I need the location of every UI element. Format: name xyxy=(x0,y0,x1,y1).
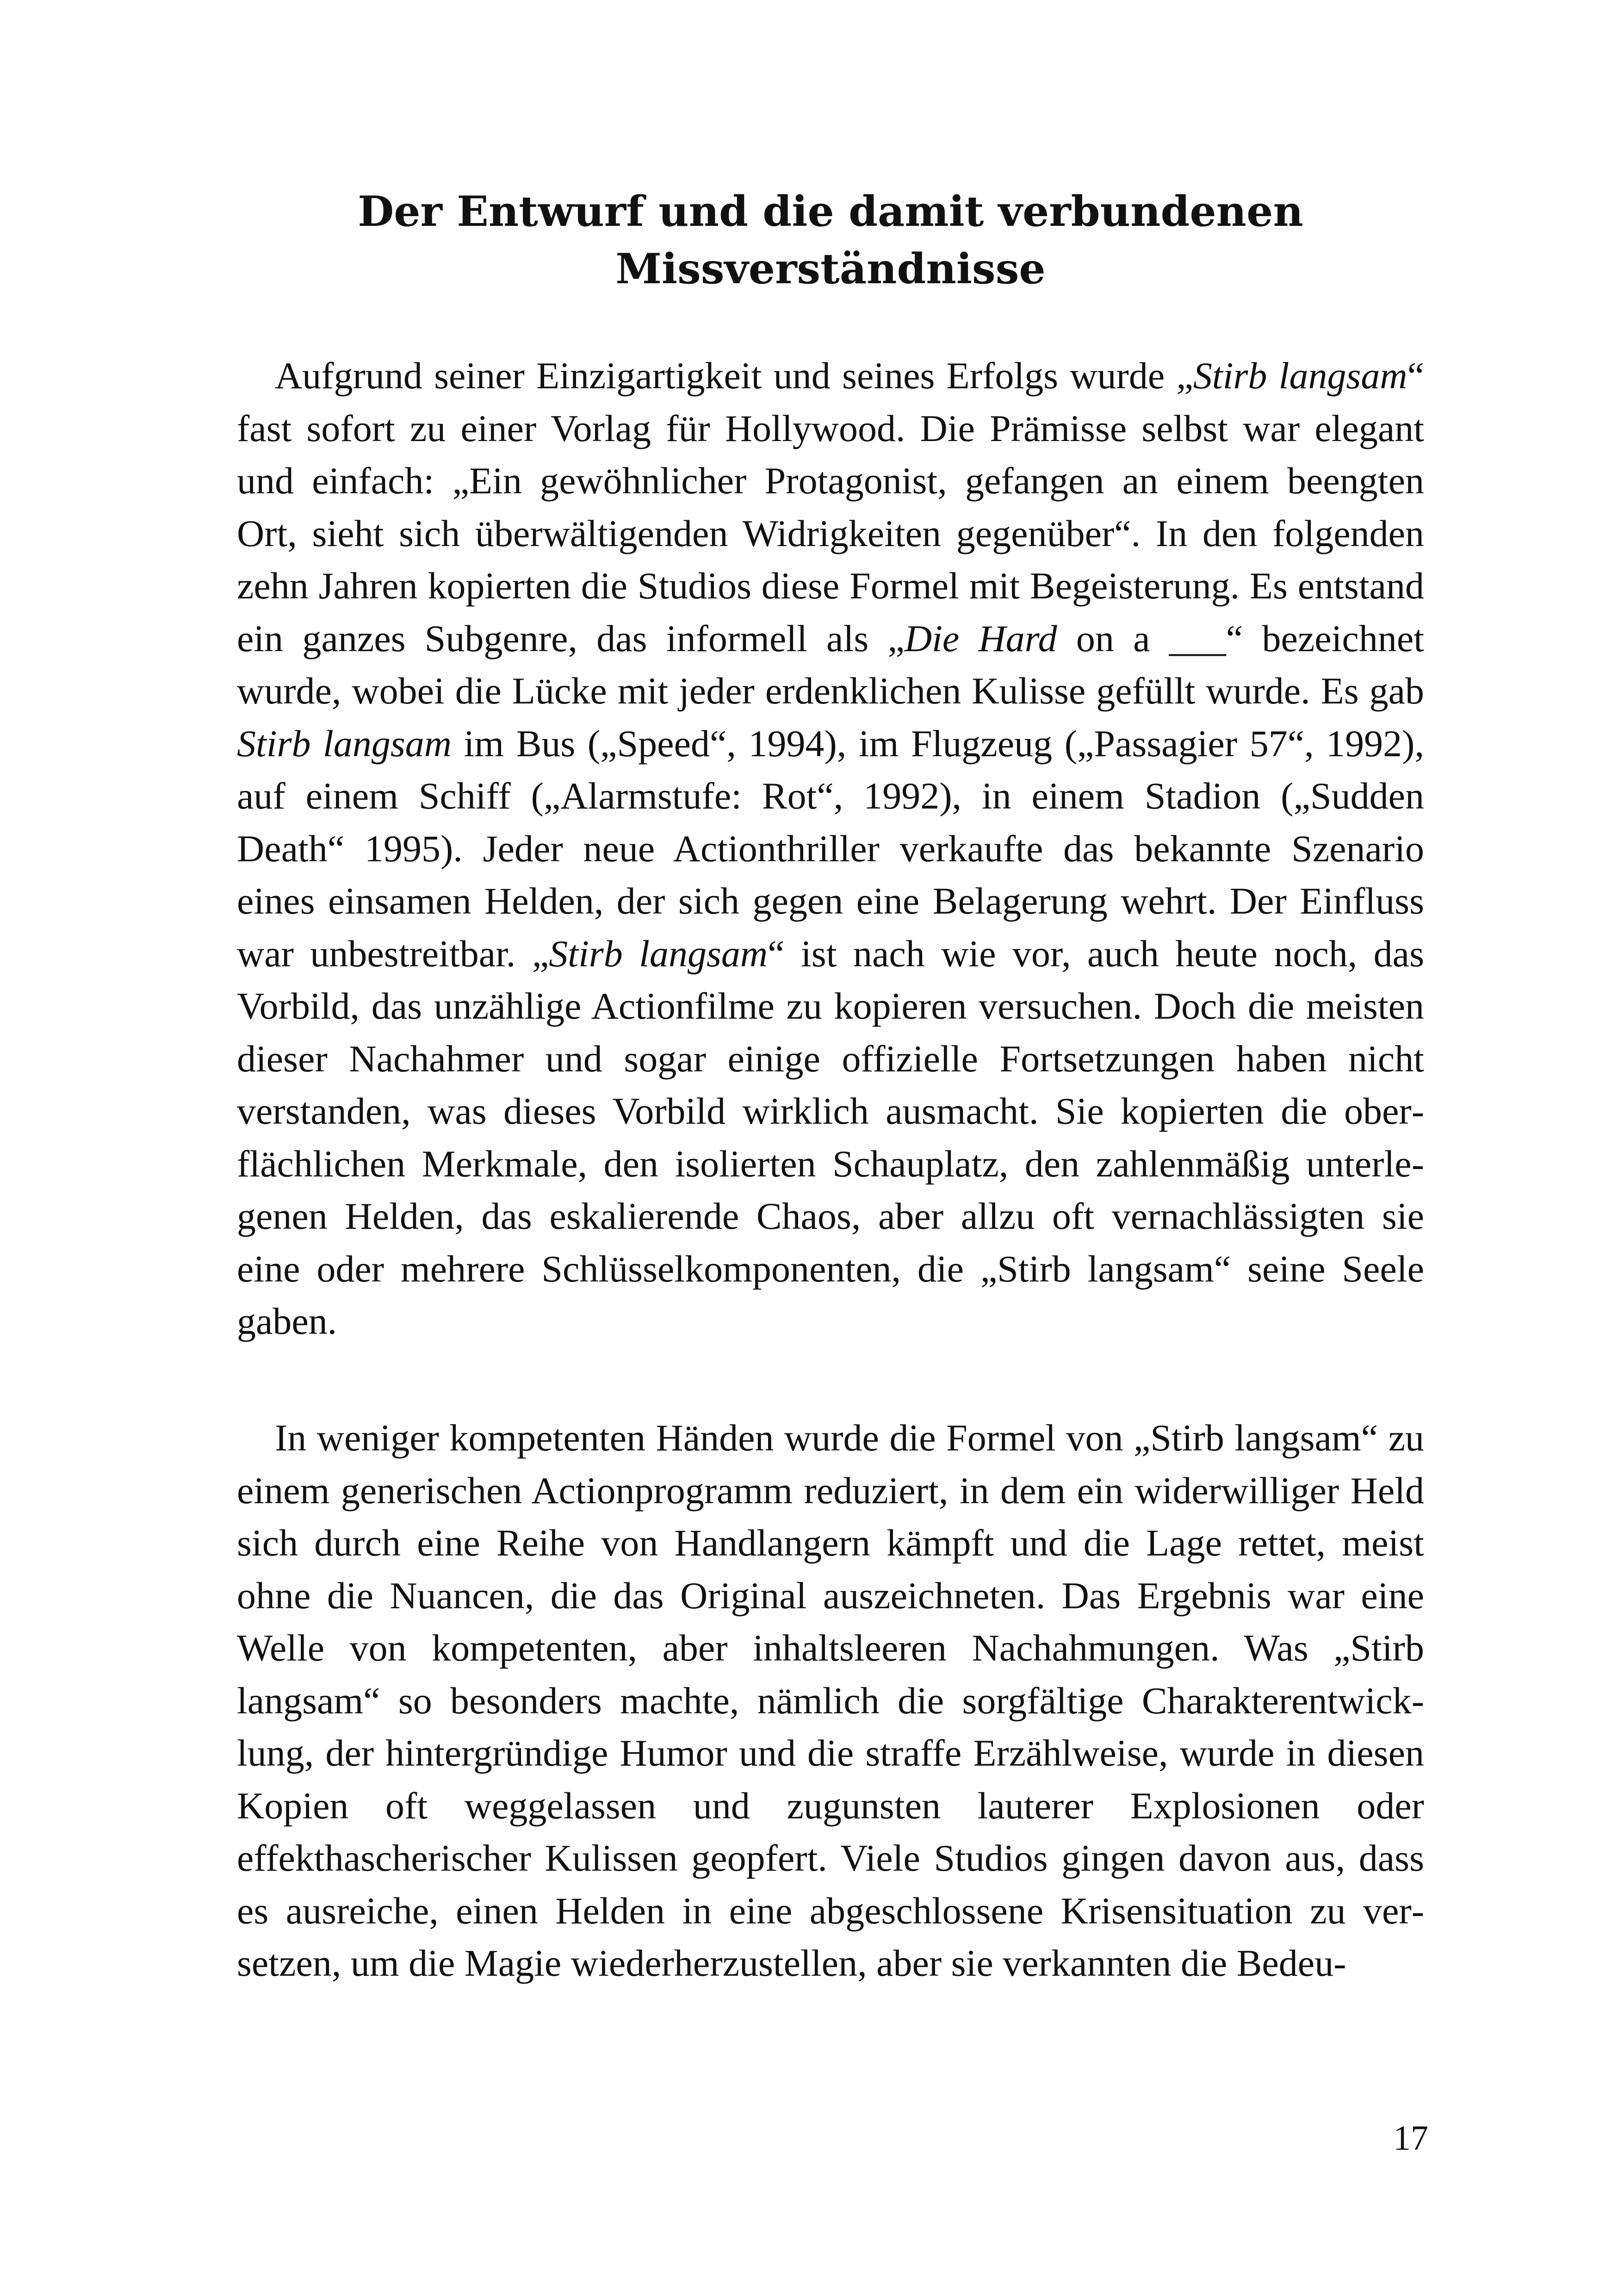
paragraph-2: In weniger kompetenten Händen wurde die Formel von „Stirb langsam“ zu einem generischen Actionprogramm reduziert, in dem ein widerwilliger Held sich durch eine Reihe von Handlangern kämpft und die Lage rettet, meist ohne die Nuancen, die das Original auszeichneten. Das Ergebnis war eine Welle von kompetenten, aber inhaltsleeren Nachahmungen. Was „Stirb langsam“ so besonders machte, nämlich die sorgfältige Charakterentwicklung, der hintergründige Humor und die straffe Erzählweise, wurde in diesen Kopien oft weggelassen und zugunsten lauterer Explosionen oder effekthascherischer Kulissen geopfert. Viele Studios gingen davon aus, dass es ausreiche, einen Helden in eine abgeschlossene Krisensituation zu versetzen, um die Magie wiederherzustellen, aber sie verkannten die Bedeu- xyxy=(237,1417,1424,1984)
paragraph-1-run: on a ___“ bezeichnet wurde, wobei die Lücke mit jeder erdenklichen Kulisse gefüllt wurde. Es gab xyxy=(237,617,1424,712)
paragraph-1-run: “ fast sofort zu einer Vorlag für Hollywood. Die Prämisse selbst war elegant und einfach: „Ein gewöhnlicher Protagonist, gefangen an einem beengten Ort, sieht sich überwältigenden Widrigkeiten gegenüber“. In den folgenden zehn Jahren kopierten die Studios diese Formel mit Begeisterung. Es entstand ein ganzes Subgenre, das informell als „ xyxy=(237,355,1424,660)
paragraph-1-run-italic: Die Hard xyxy=(904,617,1057,660)
paragraph-1-run-italic: Stirb langsam xyxy=(1193,355,1407,397)
paragraph-1-run: Aufgrund seiner Einzigartigkeit und seines Erfolgs wurde „ xyxy=(275,355,1193,397)
paragraph-1 xyxy=(237,349,1424,1348)
paragraph-1-run: im Bus („Speed“, 1994), im Flugzeug („Passagier 57“, 1992), auf einem Schiff („Alarmstufe: Rot“, 1992), in einem Stadion („Sudden Death“ 1995). Jeder neue Actionthriller verkaufte das bekannte Szenario eines einsamen Helden, der sich gegen eine Belagerung wehrt. Der Einfluss war unbestreitbar. „ xyxy=(237,722,1424,975)
chapter-title-line-1: Der Entwurf und die damit verbundenen xyxy=(358,187,1303,236)
chapter-title-line-2: Missverständnisse xyxy=(615,244,1046,293)
paragraph-1-run-italic: Stirb langsam xyxy=(237,722,452,765)
paragraph-1-run: “ ist nach wie vor, auch heute noch, das Vorbild, das unzählige Actionfilme zu kopieren versuchen. Doch die meisten dieser Nachahmer und sogar einige offizielle Fortsetzungen haben nicht verstanden, was dieses Vorbild wirklich ausmacht. Sie kopierten die oberflächlichen Merkmale, den isolierten Schauplatz, den zahlenmäßig unterlegenen Helden, das eskalierende Chaos, aber allzu oft vernachlässigten sie eine oder mehrere Schlüsselkomponenten, die „Stirb langsam“ seine Seele gaben. xyxy=(237,932,1424,1342)
chapter-title xyxy=(231,183,1430,298)
page-number: 17 xyxy=(1393,2119,1428,2158)
body-text-block-1 xyxy=(237,349,1424,1348)
paragraph-1-run-italic: Stirb langsam xyxy=(549,932,768,975)
body-text-block-2 xyxy=(237,1412,1424,1990)
